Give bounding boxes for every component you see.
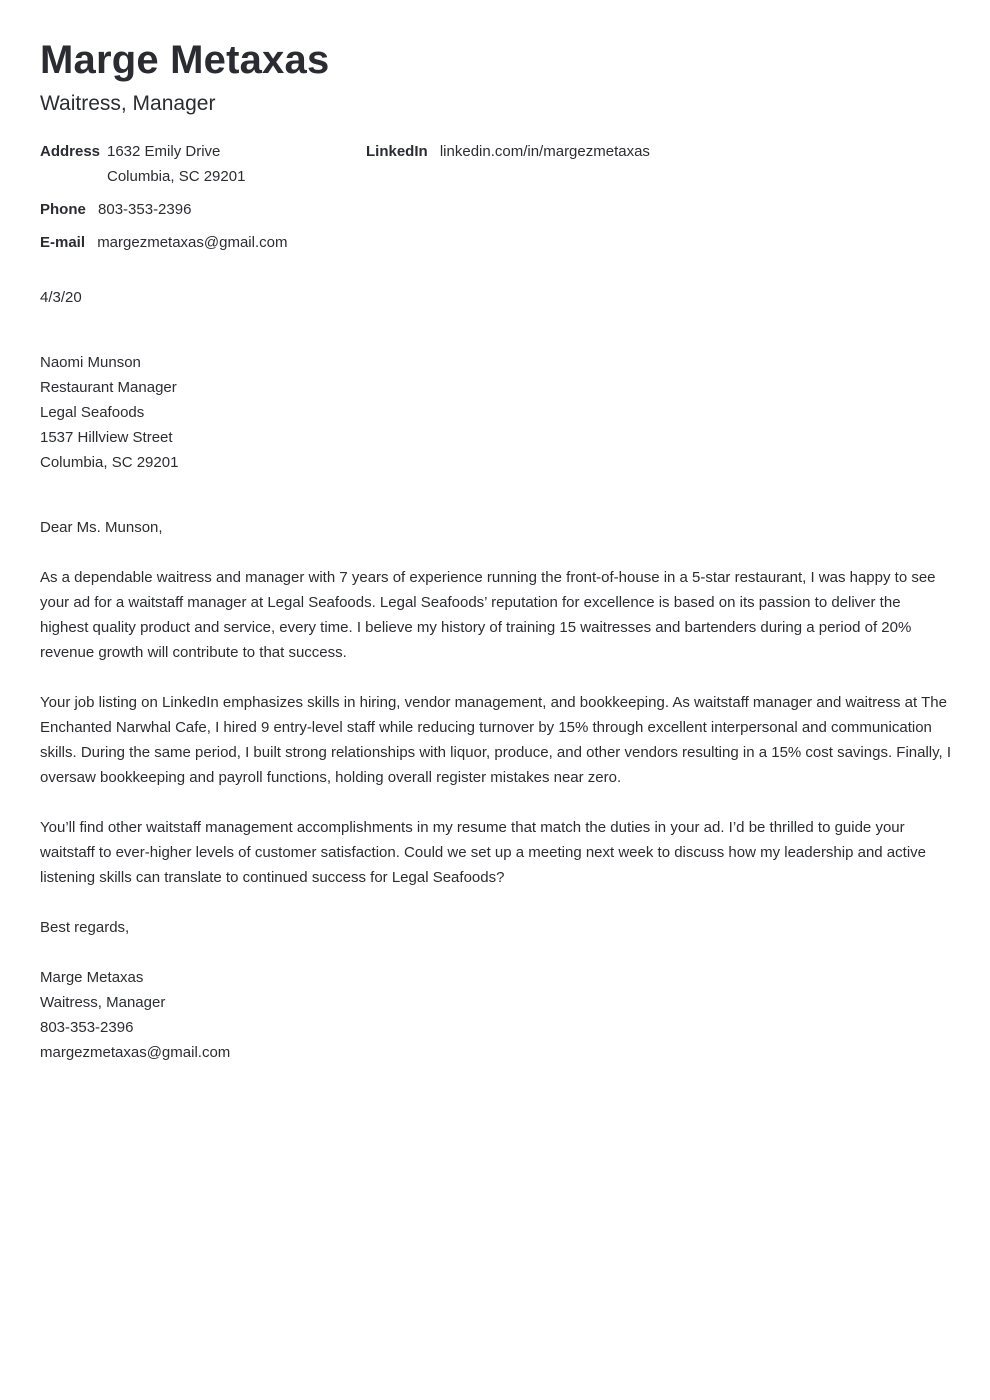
signature-phone: 803-353-2396 xyxy=(40,1019,134,1036)
applicant-name: Marge Metaxas xyxy=(40,38,330,82)
email-row xyxy=(40,230,287,255)
linkedin-link[interactable]: linkedin.com/in/margezmetaxas xyxy=(439,143,650,160)
applicant-title: Waitress, Manager xyxy=(40,92,216,115)
email-label: E-mail xyxy=(40,234,86,251)
signature-name: Marge Metaxas xyxy=(40,969,144,986)
email-link[interactable]: margezmetaxas@gmail.com xyxy=(97,234,288,251)
closing: Best regards, xyxy=(40,919,130,936)
address-line2: Columbia, SC 29201 xyxy=(107,168,246,185)
body-paragraph-1: As a dependable waitress and manager with 7 years of experience running the front-of-house in a 5-star restaurant, I was happy to see your ad for a waitstaff manager at Legal Seafoods. Legal Seafoods’ reputation for excellence is based on its passion to deliver the highest quality product and service, every time. I believe my history of training 15 waitresses and bartenders during a period of 20% revenue growth will contribute to that success. xyxy=(40,569,936,661)
address-label: Address xyxy=(40,143,101,160)
recipient-name: Naomi Munson xyxy=(40,354,141,371)
signature-title: Waitress, Manager xyxy=(40,994,166,1011)
phone-row xyxy=(40,197,191,222)
salutation: Dear Ms. Munson, xyxy=(40,519,163,536)
signature-email: margezmetaxas@gmail.com xyxy=(40,1044,231,1061)
body-paragraph-2: Your job listing on LinkedIn emphasizes skills in hiring, vendor management, and bookkeeping. As waitstaff manager and waitress at The Enchanted Narwhal Cafe, I hired 9 entry-level staff while reducing turnover by 15% through excellent interpersonal and communication skills. During the same period, I built strong relationships with liquor, produce, and other vendors resulting in a 15% cost savings. Finally, I oversaw bookkeeping and payroll functions, holding overall register mistakes near zero. xyxy=(40,694,952,786)
address-line1: 1632 Emily Drive xyxy=(107,143,221,160)
signature-block xyxy=(40,965,230,1065)
linkedin-row xyxy=(366,139,650,164)
recipient-title: Restaurant Manager xyxy=(40,379,177,396)
recipient-block xyxy=(40,350,178,475)
recipient-company: Legal Seafoods xyxy=(40,404,145,421)
address-label-row xyxy=(40,139,100,164)
letter-date: 4/3/20 xyxy=(40,289,82,306)
recipient-city: Columbia, SC 29201 xyxy=(40,454,179,471)
linkedin-label: LinkedIn xyxy=(366,143,428,160)
recipient-street: 1537 Hillview Street xyxy=(40,429,173,446)
phone-value: 803-353-2396 xyxy=(98,201,192,218)
address-value xyxy=(107,139,245,189)
body-paragraph-3: You’ll find other waitstaff management accomplishments in my resume that match the duties in your ad. I’d be thrilled to guide your waitstaff to ever-higher levels of customer satisfaction. Could we set up a meeting next week to discuss how my leadership and active listening skills can translate to continued success for Legal Seafoods? xyxy=(40,819,926,886)
phone-label: Phone xyxy=(40,201,86,218)
